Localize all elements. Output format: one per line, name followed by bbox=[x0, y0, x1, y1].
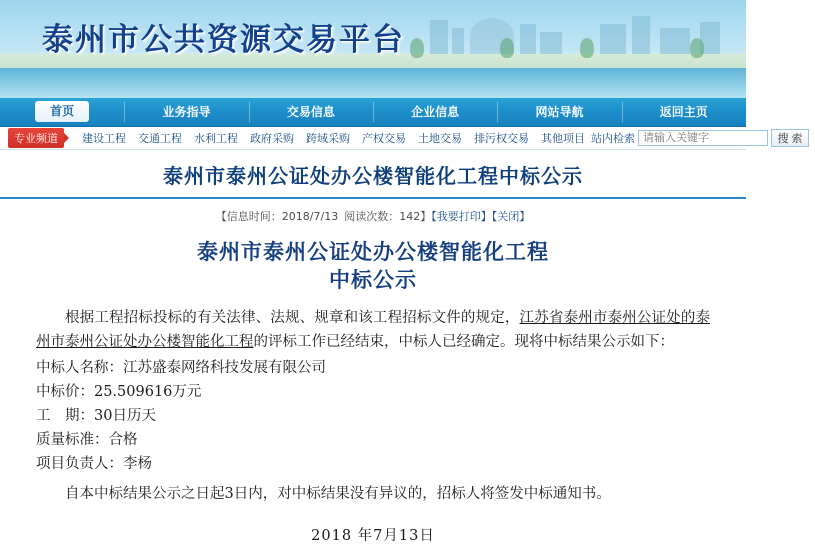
field-value: 合格 bbox=[108, 432, 138, 448]
channel-link-transport[interactable]: 交通工程 bbox=[138, 133, 182, 145]
field-row bbox=[36, 428, 710, 452]
banner-building bbox=[660, 28, 690, 54]
banner-tree bbox=[410, 38, 424, 58]
page-title-bar bbox=[0, 150, 746, 199]
article-paragraph-1 bbox=[36, 306, 710, 354]
channel-link-water[interactable]: 水利工程 bbox=[194, 133, 238, 145]
banner-building bbox=[540, 32, 562, 54]
banner-building bbox=[430, 20, 448, 54]
channel-link-other[interactable]: 其他项目 bbox=[541, 133, 585, 145]
field-label: 中标价： bbox=[36, 384, 94, 400]
banner-building bbox=[520, 24, 536, 54]
result-fields bbox=[36, 356, 710, 476]
main-nav bbox=[0, 98, 746, 127]
channel-link-cross-region-procurement[interactable]: 跨域采购 bbox=[306, 133, 350, 145]
banner-tree bbox=[580, 38, 594, 58]
banner-building bbox=[632, 16, 650, 54]
field-label: 质量标准： bbox=[36, 432, 109, 448]
print-link[interactable]: 【我要打印】 bbox=[431, 210, 492, 223]
paragraph-1-underlined: 江苏省泰州市泰州公证处的泰州市泰州公证处办公楼智能化工程 bbox=[36, 310, 710, 350]
paragraph-1-part-2: 的评标工作已经结束，中标人已经确定。现将中标结果公示如下： bbox=[253, 334, 674, 350]
nav-item-business-guide[interactable]: 业务指导 bbox=[124, 98, 248, 126]
article-meta bbox=[0, 199, 746, 228]
banner-building bbox=[452, 28, 464, 54]
banner-water bbox=[0, 68, 746, 98]
meta-views-label: 阅读次数： bbox=[344, 210, 400, 223]
article-content bbox=[36, 306, 710, 548]
search-label: 站内检索 bbox=[591, 133, 635, 145]
channel-link-gov-procurement[interactable]: 政府采购 bbox=[250, 133, 294, 145]
close-link[interactable]: 【关闭】 bbox=[491, 210, 531, 223]
site-banner bbox=[0, 0, 746, 98]
page-title: 泰州市泰州公证处办公楼智能化工程中标公示 bbox=[163, 164, 583, 188]
paragraph-1-part-1: 根据工程招标投标的有关法律、法规、规章和该工程招标文件的规定， bbox=[65, 310, 520, 326]
site-title: 泰州市公共资源交易平台 bbox=[42, 22, 405, 58]
article-title-line2: 中标公示 bbox=[329, 267, 417, 292]
field-row bbox=[36, 404, 710, 428]
article-date: 2018 年7月13日 bbox=[311, 528, 435, 544]
nav-item-enterprise-info[interactable]: 企业信息 bbox=[373, 98, 497, 126]
nav-item-trade-info[interactable]: 交易信息 bbox=[249, 98, 373, 126]
channel-link-construction[interactable]: 建设工程 bbox=[82, 133, 126, 145]
article-body bbox=[0, 228, 746, 548]
field-value: 25.509616万元 bbox=[94, 384, 202, 400]
banner-building bbox=[600, 24, 626, 54]
article-title-line1: 泰州市泰州公证处办公楼智能化工程 bbox=[197, 239, 549, 264]
meta-bracket-close: 】 bbox=[420, 210, 432, 223]
article-closing: 自本中标结果公示之日起3日内，对中标结果没有异议的，招标人将签发中标通知书。 bbox=[65, 486, 611, 502]
field-value: 江苏盛泰网络科技发展有限公司 bbox=[123, 360, 326, 376]
field-value: 30日历天 bbox=[94, 408, 156, 424]
channel-link-land[interactable]: 土地交易 bbox=[418, 133, 462, 145]
meta-views-value: 142 bbox=[399, 210, 421, 223]
field-row bbox=[36, 356, 710, 380]
nav-item-site-map[interactable]: 网站导航 bbox=[497, 98, 621, 126]
field-label: 中标人名称： bbox=[36, 360, 123, 376]
meta-time-label: 【信息时间： bbox=[215, 210, 282, 223]
search-input[interactable] bbox=[638, 130, 768, 146]
channel-links bbox=[76, 130, 591, 146]
nav-active-pill: 首页 bbox=[35, 101, 89, 122]
field-row bbox=[36, 380, 710, 404]
field-label: 项目负责人： bbox=[36, 456, 123, 472]
channel-link-property-rights[interactable]: 产权交易 bbox=[362, 133, 406, 145]
meta-time-value: 2018/7/13 bbox=[281, 210, 339, 223]
field-row bbox=[36, 452, 710, 476]
banner-tree bbox=[500, 38, 514, 58]
nav-item-back-home[interactable]: 返回主页 bbox=[622, 98, 746, 126]
article-title bbox=[36, 238, 710, 294]
banner-tree bbox=[690, 38, 704, 58]
site-search bbox=[591, 129, 815, 147]
channel-link-emission-rights[interactable]: 排污权交易 bbox=[474, 133, 529, 145]
field-label: 工 期： bbox=[36, 408, 94, 424]
nav-item-home[interactable] bbox=[0, 98, 124, 126]
channel-tag: 专业频道 bbox=[8, 128, 64, 148]
field-value: 李杨 bbox=[123, 456, 152, 472]
channel-bar bbox=[0, 127, 803, 150]
search-button[interactable]: 搜 索 bbox=[771, 129, 809, 147]
